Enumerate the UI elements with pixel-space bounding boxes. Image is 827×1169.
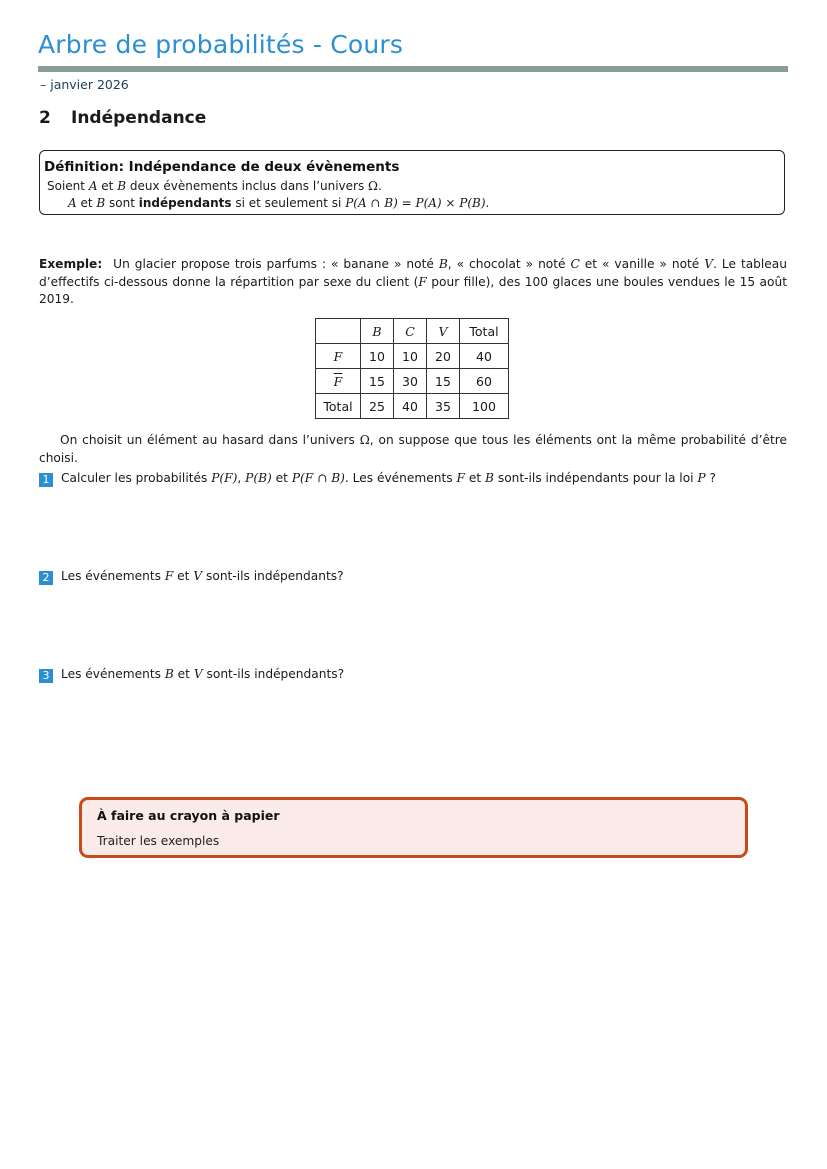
question-2: 2 Les événements F et V sont-ils indépendants?	[39, 569, 344, 585]
independence-formula: P(A ∩ B) = P(A) × P(B)	[345, 196, 486, 210]
table-cell: 100	[460, 394, 509, 419]
table-cell: Total	[460, 319, 509, 344]
pencil-note-box	[79, 797, 748, 858]
definition-line-2: A et B sont indépendants si et seulement si P(A ∩ B) = P(A) × P(B).	[68, 196, 490, 210]
question-number-badge: 3	[39, 669, 53, 683]
table-cell: 20	[427, 344, 460, 369]
question-3: 3 Les événements B et V sont-ils indépendants?	[39, 667, 344, 683]
table-cell: 15	[427, 369, 460, 394]
document-date: – janvier 2026	[40, 77, 129, 92]
definition-keyword: indépendants	[138, 196, 232, 210]
effectifs-table	[315, 318, 509, 419]
title-rule	[38, 66, 788, 72]
table-cell: 30	[394, 369, 427, 394]
question-1: 1 Calculer les probabilités P(F), P(B) et P(F ∩ B). Les événements F et B sont-ils indépendants pour la loi P ?	[39, 471, 716, 487]
page-title: Arbre de probabilités - Cours	[38, 30, 404, 59]
table-cell: Total	[316, 394, 361, 419]
table-cell: F	[316, 344, 361, 369]
table-header-row	[316, 319, 509, 344]
table-cell: 10	[394, 344, 427, 369]
table-cell	[316, 319, 361, 344]
section-number: 2	[39, 108, 51, 128]
definition-line-1: Soient A et B deux évènements inclus dans l’univers Ω.	[47, 179, 382, 193]
definition-title: Définition: Indépendance de deux évènements	[44, 159, 400, 175]
section-title: Indépendance	[71, 108, 207, 128]
table-row	[316, 394, 509, 419]
note-text: Traiter les exemples	[97, 834, 220, 848]
table-cell: C	[394, 319, 427, 344]
table-cell: 10	[361, 344, 394, 369]
example-paragraph: Exemple: Un glacier propose trois parfums : « banane » noté B, « chocolat » noté C et « vanille » noté V. Le tableau d’effectifs ci-dessous donne la répartition par sexe du client (F pour fille), des 100 glaces une boules vendues le 15 août 2019.	[39, 257, 787, 306]
table-cell: 35	[427, 394, 460, 419]
table-row	[316, 344, 509, 369]
table-cell: B	[361, 319, 394, 344]
table-cell: 25	[361, 394, 394, 419]
table-cell: 15	[361, 369, 394, 394]
example-label: Exemple:	[39, 257, 103, 271]
question-number-badge: 1	[39, 473, 53, 487]
table-cell: 60	[460, 369, 509, 394]
definition-box	[39, 150, 785, 215]
table-cell: 40	[394, 394, 427, 419]
note-title: À faire au crayon à papier	[97, 808, 280, 823]
table-row	[316, 369, 509, 394]
table-cell: V	[427, 319, 460, 344]
table-cell: 40	[460, 344, 509, 369]
section-heading	[39, 108, 206, 128]
table-cell: $\overline{F}$	[316, 369, 361, 394]
choice-paragraph: On choisit un élément au hasard dans l’univers Ω, on suppose que tous les éléments ont la même probabilité d’être choisi.	[39, 433, 788, 465]
question-number-badge: 2	[39, 571, 53, 585]
